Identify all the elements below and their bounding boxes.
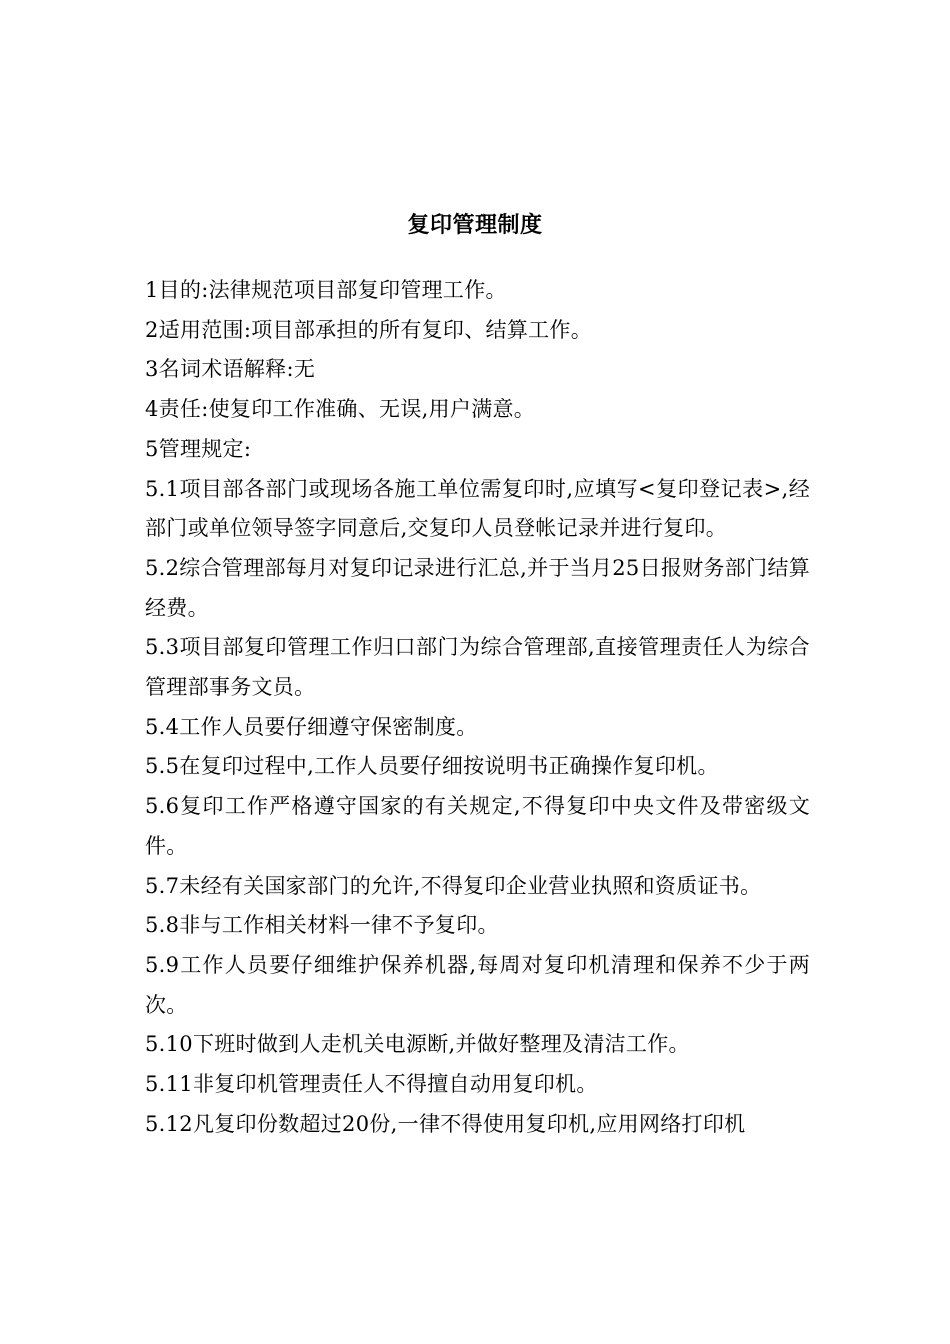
document-body (145, 271, 810, 1144)
paragraph-rule-5-12: 5.12凡复印份数超过20份,一律不得使用复印机,应用网络打印机 (145, 1111, 746, 1136)
document-title: 复印管理制度 (407, 212, 543, 238)
paragraph-rule-5-3: 5.3项目部复印管理工作归口部门为综合管理部,直接管理责任人为综合管理部事务文员。 (145, 635, 810, 700)
paragraph-management-heading: 5管理规定: (145, 436, 252, 461)
paragraph-rule-5-5: 5.5在复印过程中,工作人员要仔细按说明书正确操作复印机。 (145, 754, 719, 779)
paragraph-terms: 3名词术语解释:无 (145, 357, 316, 382)
paragraph-rule-5-7: 5.7未经有关国家部门的允许,不得复印企业营业执照和资质证书。 (145, 873, 762, 898)
paragraph-purpose: 1目的:法律规范项目部复印管理工作。 (145, 278, 507, 302)
paragraph-responsibility: 4责任:使复印工作准确、无误,用户满意。 (145, 397, 536, 422)
paragraph-rule-5-10: 5.10下班时做到人走机关电源断,并做好整理及清洁工作。 (145, 1032, 690, 1057)
paragraph-rule-5-6: 5.6复印工作严格遵守国家的有关规定,不得复印中央文件及带密级文件。 (145, 794, 810, 858)
paragraph-rule-5-1: 5.1项目部各部门或现场各施工单位需复印时,应填写<复印登记表>,经部门或单位领导签字同意后,交复印人员登帐记录并进行复印。 (145, 476, 810, 541)
paragraph-scope: 2适用范围:项目部承担的所有复印、结算工作。 (145, 317, 593, 342)
paragraph-rule-5-11: 5.11非复印机管理责任人不得擅自动用复印机。 (145, 1072, 598, 1097)
paragraph-rule-5-4: 5.4工作人员要仔细遵守保密制度。 (145, 714, 478, 739)
paragraph-rule-5-2: 5.2综合管理部每月对复印记录进行汇总,并于当月25日报财务部门结算经费。 (145, 555, 810, 620)
paragraph-rule-5-9: 5.9工作人员要仔细维护保养机器,每周对复印机清理和保养不少于两次。 (145, 952, 810, 1017)
paragraph-rule-5-8: 5.8非与工作相关材料一律不予复印。 (145, 913, 499, 938)
